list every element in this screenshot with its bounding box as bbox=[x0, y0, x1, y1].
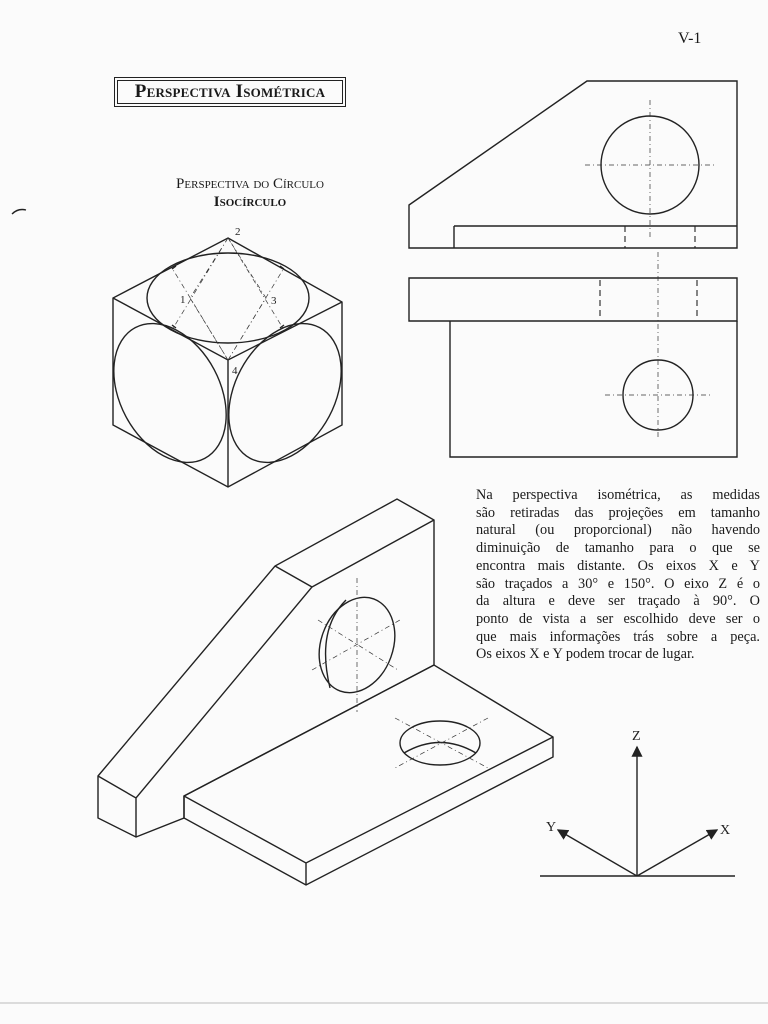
top-view-upright bbox=[409, 278, 737, 321]
front-view-centerlines bbox=[585, 100, 715, 240]
description-line: encontra mais distante. Os eixos X e Y bbox=[476, 557, 760, 574]
x-axis-label: X bbox=[720, 823, 731, 838]
front-view-outline bbox=[409, 81, 737, 248]
top-isocircle bbox=[147, 253, 309, 343]
description-line: são retiradas das projeções em tamanho bbox=[476, 504, 760, 521]
isometric-part bbox=[98, 499, 553, 885]
axes-diagram bbox=[540, 729, 735, 876]
description-line: que mais informações trás sobre a peça. bbox=[476, 628, 760, 645]
top-view bbox=[409, 252, 737, 457]
base-hole-centerlines bbox=[395, 718, 488, 768]
cube-inner-edges bbox=[113, 298, 342, 487]
top-view-centerlines bbox=[605, 252, 710, 440]
upright-block bbox=[98, 499, 434, 837]
y-axis bbox=[558, 830, 637, 876]
isocircle-cube bbox=[91, 226, 364, 487]
isocircle-heading: Isocírculo bbox=[213, 194, 287, 210]
description-line: são traçados a 30° e 150°. O eixo Z é o bbox=[476, 575, 760, 592]
margin-mark bbox=[12, 210, 26, 215]
point-label-3: 3 bbox=[271, 295, 277, 307]
point-label-2: 2 bbox=[235, 226, 241, 238]
upright-hole-inner bbox=[326, 600, 346, 688]
upright-edges bbox=[98, 520, 434, 837]
base-plate-edges bbox=[184, 737, 553, 885]
front-view bbox=[409, 81, 737, 248]
base-plate bbox=[184, 665, 553, 885]
point-label-1: 1 bbox=[180, 294, 186, 306]
description-line: da altura e deve ser traçado à 90°. O bbox=[476, 593, 760, 610]
page-number: V-1 bbox=[678, 30, 702, 47]
description-line: Na perspectiva isométrica, as medidas bbox=[476, 487, 760, 503]
top-view-hidden-lines bbox=[600, 280, 697, 319]
z-axis-label: Z bbox=[632, 729, 641, 744]
tangent-ticks bbox=[172, 266, 284, 328]
isocircle-subtitle: Perspectiva do Círculo bbox=[176, 176, 324, 192]
base-hole-inner bbox=[404, 743, 476, 754]
description-line: ponto de vista a ser escolhido deve ser o bbox=[476, 610, 760, 627]
front-view-hidden-lines bbox=[625, 226, 695, 248]
description-line: natural (ou proporcional) não havendo bbox=[476, 522, 760, 539]
description-line: Os eixos X e Y podem trocar de lugar. bbox=[476, 646, 695, 663]
description-line: diminuição de tamanho para o que se bbox=[476, 540, 760, 557]
x-axis bbox=[637, 830, 717, 876]
top-view-base bbox=[450, 321, 737, 457]
construction-lines bbox=[172, 238, 284, 360]
page-title: Perspectiva Isométrica bbox=[134, 81, 326, 102]
point-label-4: 4 bbox=[232, 365, 238, 377]
y-axis-label: Y bbox=[546, 820, 557, 835]
